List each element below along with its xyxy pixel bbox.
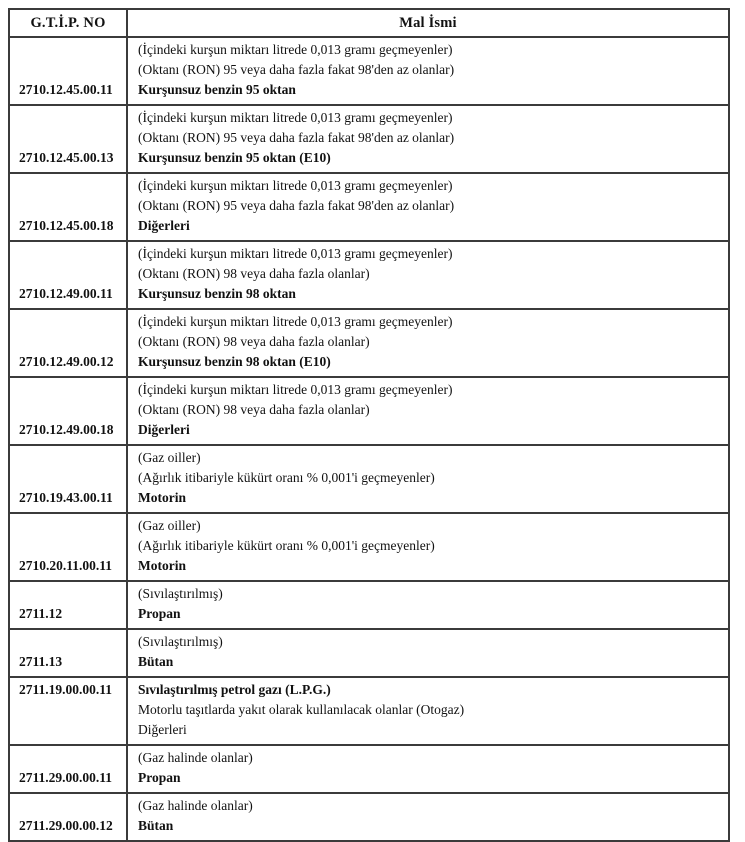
gtip-code: 2710.12.45.00.13 — [19, 150, 114, 165]
mal-ismi-line: (İçindeki kurşun miktarı litrede 0,013 gramı geçmeyenler) — [138, 382, 453, 397]
table-row — [9, 377, 729, 445]
mal-ismi-cell — [127, 241, 729, 309]
mal-ismi-line: (Oktanı (RON) 95 veya daha fazla fakat 98'den az olanlar) — [138, 198, 455, 213]
gtip-code: 2710.12.49.00.11 — [19, 286, 113, 301]
gtip-code-cell — [9, 629, 127, 677]
table-row — [9, 37, 729, 105]
mal-ismi-line: Propan — [138, 606, 181, 621]
gtip-code-cell — [9, 677, 127, 745]
mal-ismi-line: Motorin — [138, 490, 186, 505]
mal-ismi-line: (Oktanı (RON) 98 veya daha fazla olanlar) — [138, 402, 370, 417]
mal-ismi-line: (Oktanı (RON) 98 veya daha fazla olanlar) — [138, 334, 370, 349]
mal-ismi-line: (Sıvılaştırılmış) — [138, 586, 223, 601]
mal-ismi-line: (Ağırlık itibariyle kükürt oranı % 0,001'i geçmeyenler) — [138, 470, 435, 485]
mal-ismi-line: (Gaz halinde olanlar) — [138, 798, 253, 813]
gtip-code: 2711.12 — [19, 606, 63, 621]
mal-ismi-line: Bütan — [138, 654, 174, 669]
mal-ismi-cell — [127, 173, 729, 241]
mal-ismi-cell — [127, 629, 729, 677]
mal-ismi-line: Motorin — [138, 558, 186, 573]
header-mal-ismi: Mal İsmi — [127, 9, 729, 37]
gtip-code-cell — [9, 793, 127, 841]
mal-ismi-line: (Oktanı (RON) 95 veya daha fazla fakat 98'den az olanlar) — [138, 62, 455, 77]
table-row — [9, 745, 729, 793]
mal-ismi-line: (İçindeki kurşun miktarı litrede 0,013 gramı geçmeyenler) — [138, 178, 453, 193]
mal-ismi-cell — [127, 677, 729, 745]
gtip-code: 2710.12.45.00.11 — [19, 82, 113, 97]
mal-ismi-line: Kurşunsuz benzin 98 oktan — [138, 286, 296, 301]
mal-ismi-line: Diğerleri — [138, 422, 190, 437]
mal-ismi-line: (Ağırlık itibariyle kükürt oranı % 0,001'i geçmeyenler) — [138, 538, 435, 553]
mal-ismi-line: (Sıvılaştırılmış) — [138, 634, 223, 649]
gtip-code-cell — [9, 745, 127, 793]
mal-ismi-line: Diğerleri — [138, 722, 187, 737]
table-row — [9, 105, 729, 173]
table-row — [9, 629, 729, 677]
gtip-code: 2711.29.00.00.12 — [19, 818, 113, 833]
gtip-code-cell — [9, 377, 127, 445]
mal-ismi-line: Propan — [138, 770, 181, 785]
mal-ismi-line: (İçindeki kurşun miktarı litrede 0,013 gramı geçmeyenler) — [138, 246, 453, 261]
gtip-code-cell — [9, 173, 127, 241]
gtip-code-cell — [9, 37, 127, 105]
gtip-code-cell — [9, 445, 127, 513]
mal-ismi-line: (İçindeki kurşun miktarı litrede 0,013 gramı geçmeyenler) — [138, 42, 453, 57]
gtip-code: 2711.19.00.00.11 — [19, 682, 113, 697]
gtip-code: 2710.19.43.00.11 — [19, 490, 113, 505]
mal-ismi-cell — [127, 581, 729, 629]
table-row — [9, 309, 729, 377]
gtip-code: 2710.12.49.00.12 — [19, 354, 114, 369]
mal-ismi-cell — [127, 445, 729, 513]
mal-ismi-line: (Gaz halinde olanlar) — [138, 750, 253, 765]
table-header-row — [9, 9, 729, 37]
table-row — [9, 677, 729, 745]
mal-ismi-cell — [127, 37, 729, 105]
mal-ismi-line: (İçindeki kurşun miktarı litrede 0,013 gramı geçmeyenler) — [138, 314, 453, 329]
gtip-code: 2710.20.11.00.11 — [19, 558, 113, 573]
mal-ismi-cell — [127, 513, 729, 581]
mal-ismi-line: Diğerleri — [138, 218, 190, 233]
gtip-code-cell — [9, 105, 127, 173]
mal-ismi-line: (Gaz oiller) — [138, 518, 201, 533]
gtip-table — [8, 8, 730, 842]
gtip-code: 2710.12.49.00.18 — [19, 422, 114, 437]
gtip-code-cell — [9, 309, 127, 377]
mal-ismi-cell — [127, 105, 729, 173]
gtip-code: 2710.12.45.00.18 — [19, 218, 114, 233]
table-row — [9, 581, 729, 629]
mal-ismi-line: (İçindeki kurşun miktarı litrede 0,013 gramı geçmeyenler) — [138, 110, 453, 125]
table-row — [9, 513, 729, 581]
mal-ismi-line: Sıvılaştırılmış petrol gazı (L.P.G.) — [138, 682, 331, 697]
gtip-code-cell — [9, 581, 127, 629]
mal-ismi-line: (Oktanı (RON) 95 veya daha fazla fakat 98'den az olanlar) — [138, 130, 455, 145]
mal-ismi-line: Motorlu taşıtlarda yakıt olarak kullanılacak olanlar (Otogaz) — [138, 702, 465, 717]
gtip-code: 2711.29.00.00.11 — [19, 770, 113, 785]
header-gtip-no: G.T.İ.P. NO — [9, 9, 127, 37]
mal-ismi-line: Kurşunsuz benzin 95 oktan — [138, 82, 296, 97]
mal-ismi-line: Bütan — [138, 818, 174, 833]
table-row — [9, 445, 729, 513]
gtip-table-body — [9, 37, 729, 841]
table-row — [9, 241, 729, 309]
mal-ismi-line: Kurşunsuz benzin 95 oktan (E10) — [138, 150, 331, 165]
table-row — [9, 793, 729, 841]
table-row — [9, 173, 729, 241]
mal-ismi-cell — [127, 309, 729, 377]
gtip-code: 2711.13 — [19, 654, 63, 669]
gtip-code-cell — [9, 241, 127, 309]
mal-ismi-line: Kurşunsuz benzin 98 oktan (E10) — [138, 354, 331, 369]
mal-ismi-line: (Oktanı (RON) 98 veya daha fazla olanlar) — [138, 266, 370, 281]
gtip-code-cell — [9, 513, 127, 581]
mal-ismi-line: (Gaz oiller) — [138, 450, 201, 465]
mal-ismi-cell — [127, 377, 729, 445]
mal-ismi-cell — [127, 745, 729, 793]
mal-ismi-cell — [127, 793, 729, 841]
